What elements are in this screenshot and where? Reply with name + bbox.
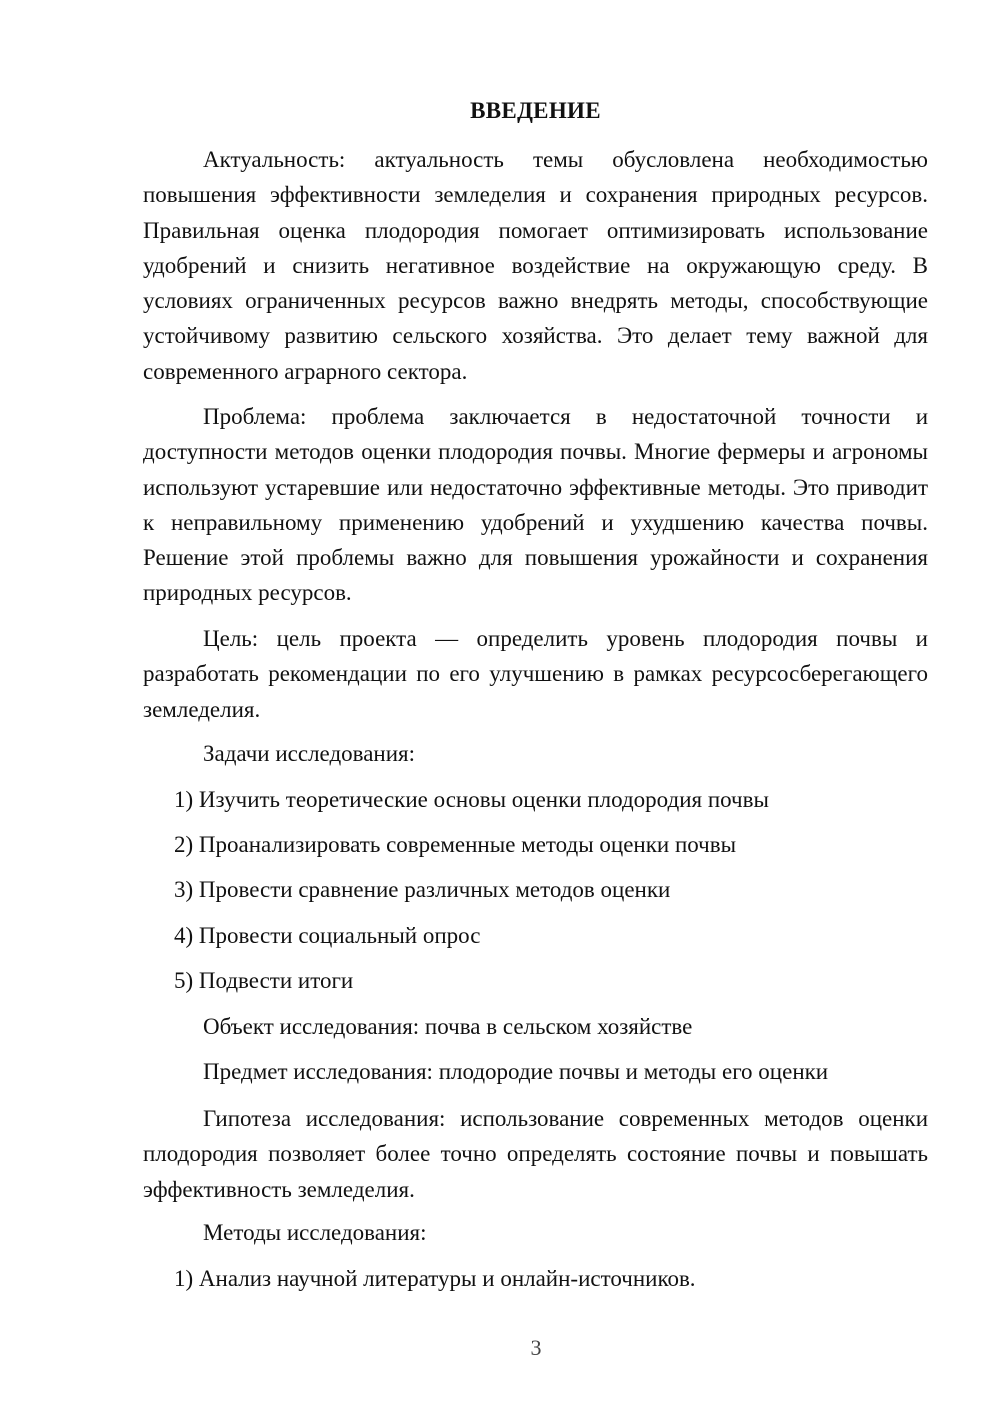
method-item: 1) Анализ научной литературы и онлайн-источников. bbox=[174, 1266, 696, 1291]
task-item: 1) Изучить теоретические основы оценки плодородия почвы bbox=[174, 787, 769, 812]
problem-paragraph: Проблема: проблема заключается в недостаточной точности и доступности методов оценки плодородия почвы. Многие фермеры и агрономы используют устаревшие или недостаточно эффективные методы. Это приводит к неправильному применению удобрений и ухудшению качества почвы. Решение этой проблемы важно для повышения урожайности и сохранения природных ресурсов. bbox=[143, 404, 928, 606]
research-subject: Предмет исследования: плодородие почвы и методы его оценки bbox=[203, 1059, 829, 1084]
page-number: 3 bbox=[530, 1335, 542, 1360]
page-title: ВВЕДЕНИЕ bbox=[470, 98, 601, 123]
tasks-heading: Задачи исследования: bbox=[203, 741, 416, 766]
relevance-paragraph: Актуальность: актуальность темы обусловлена необходимостью повышения эффективности земледелия и сохранения природных ресурсов. Правильная оценка плодородия помогает оптимизировать использование удобрений и снизить негативное воздействие на окружающую среду. В условиях ограниченных ресурсов важно внедрять методы, способствующие устойчивому развитию сельского хозяйства. Это делает тему важной для современного аграрного сектора. bbox=[143, 147, 928, 384]
task-item: 2) Проанализировать современные методы оценки почвы bbox=[174, 832, 737, 857]
methods-heading: Методы исследования: bbox=[203, 1220, 427, 1245]
goal-paragraph: Цель: цель проекта — определить уровень плодородия почвы и разработать рекомендации по его улучшению в рамках ресурсосберегающего земледелия. bbox=[143, 626, 928, 722]
task-item: 4) Провести социальный опрос bbox=[174, 923, 481, 948]
task-item: 5) Подвести итоги bbox=[174, 968, 354, 993]
research-object: Объект исследования: почва в сельском хозяйстве bbox=[203, 1014, 693, 1039]
hypothesis-paragraph: Гипотеза исследования: использование современных методов оценки плодородия позволяет более точно определять состояние почвы и повышать эффективность земледелия. bbox=[143, 1106, 928, 1202]
task-item: 3) Провести сравнение различных методов оценки bbox=[174, 877, 671, 902]
